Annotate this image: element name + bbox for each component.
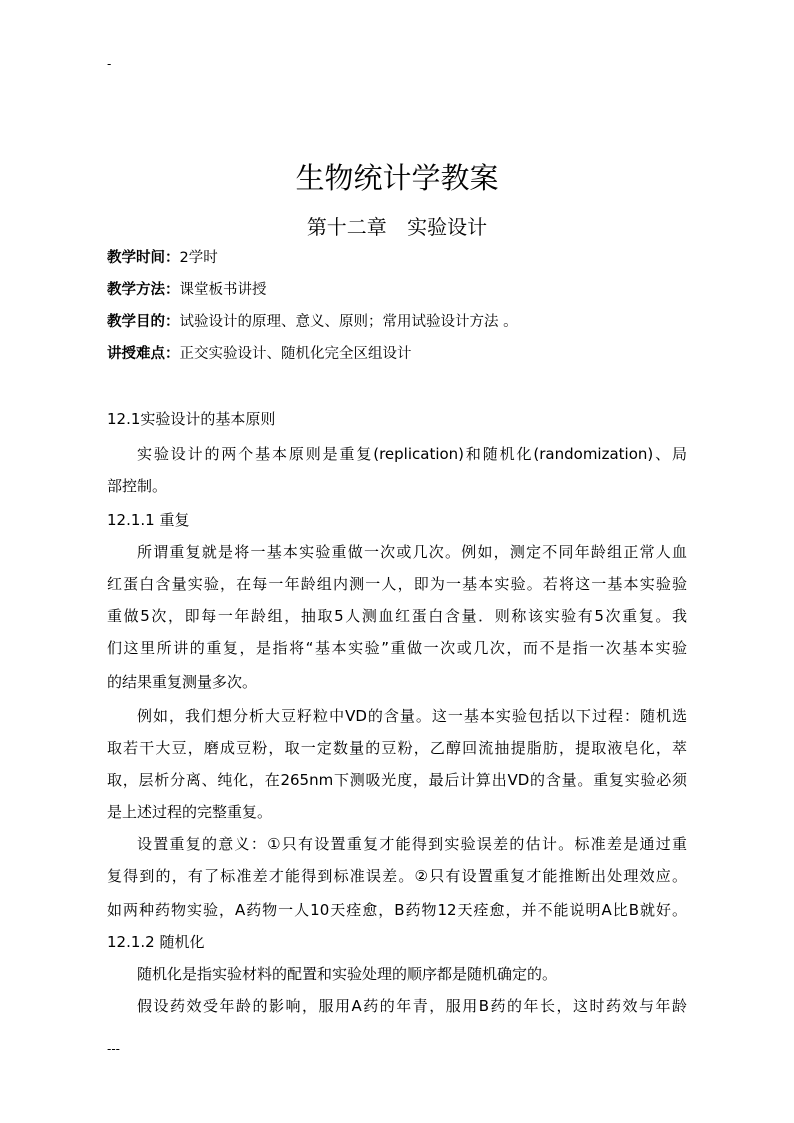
section-heading: 12.1实验设计的基本原则: [107, 410, 276, 428]
paragraph-line: 部控制。: [107, 477, 168, 495]
paragraph-line: 设置重复的意义：①只有设置重复才能得到实验误差的估计。标准差是通过重: [137, 835, 687, 853]
document-title: 生物统计学教案: [295, 161, 499, 195]
paragraph-line: 红蛋白含量实验，在每一年龄组内测一人，即为一基本实验。若将这一基本实验验: [107, 575, 687, 593]
paragraph-line: 随机化是指实验材料的配置和实验处理的顺序都是随机确定的。: [137, 965, 558, 983]
meta-teaching-goal: [107, 311, 518, 333]
meta-value: 试验设计的原理、意义、原则；常用试验设计方法 。: [179, 314, 518, 330]
paragraph-line: 们这里所讲的重复，是指将“基本实验”重做一次或几次，而不是指一次基本实验: [107, 639, 687, 657]
meta-teaching-time: [107, 247, 218, 269]
subsection-heading: 12.1.2 随机化: [107, 933, 205, 951]
paragraph-line: 是上述过程的完整重复。: [107, 803, 273, 821]
paragraph-line: 所谓重复就是将一基本实验重做一次或几次。例如，测定不同年龄组正常人血: [137, 543, 687, 561]
subsection-heading: 12.1.1 重复: [107, 511, 190, 529]
paragraph-line: 取，层析分离、纯化，在265nm下测吸光度，最后计算出VD的含量。重复实验必须: [107, 771, 687, 789]
meta-label: 教学方法：: [107, 282, 180, 298]
paragraph-line: 如两种药物实验，A药物一人10天痊愈，B药物12天痊愈，并不能说明A比B就好。: [107, 901, 687, 919]
meta-difficulty: [107, 343, 412, 365]
header-mark: -: [107, 57, 112, 71]
meta-value: 2学时: [179, 250, 218, 266]
meta-value: 正交实验设计、随机化完全区组设计: [179, 346, 412, 362]
meta-value: 课堂板书讲授: [179, 282, 267, 298]
footer-mark: ---: [107, 1042, 120, 1056]
meta-label: 教学时间：: [107, 250, 180, 266]
meta-teaching-method: [107, 279, 267, 301]
meta-label: 讲授难点：: [107, 346, 180, 362]
paragraph-line: 例如，我们想分析大豆籽粒中VD的含量。这一基本实验包括以下过程：随机选: [137, 707, 687, 725]
paragraph-line: 重做5次，即每一年龄组，抽取5人测血红蛋白含量．则称该实验有5次重复。我: [107, 607, 687, 625]
paragraph-line: 复得到的，有了标准差才能得到标准误差。②只有设置重复才能推断出处理效应。: [107, 867, 687, 885]
chapter-title: 第十二章 实验设计: [306, 215, 488, 239]
paragraph-line: 实验设计的两个基本原则是重复(replication)和随机化(randomization)、局: [137, 445, 687, 463]
meta-label: 教学目的：: [107, 314, 180, 330]
paragraph-line: 假设药效受年龄的影响，服用A药的年青，服用B药的年长，这时药效与年龄: [137, 997, 687, 1015]
paragraph-line: 取若干大豆，磨成豆粉，取一定数量的豆粉，乙醇回流抽提脂肪，提取液皂化，萃: [107, 739, 687, 757]
paragraph-line: 的结果重复测量多次。: [107, 673, 258, 691]
